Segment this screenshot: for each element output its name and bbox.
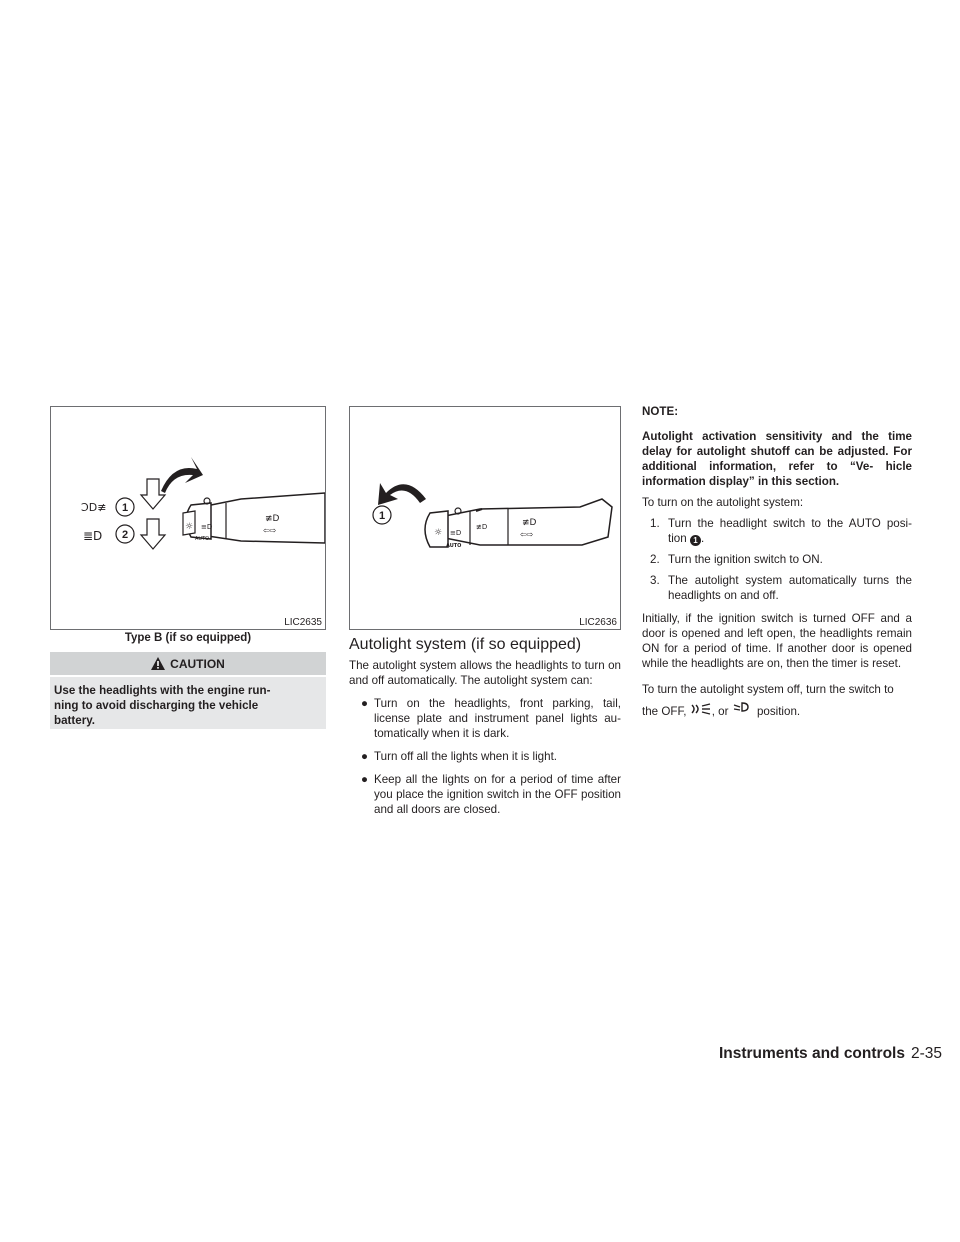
svg-text:≡D: ≡D (450, 529, 462, 537)
intro-paragraph: The autolight system allows the headlights to turn on and off automatically. The autolight system can: (349, 659, 621, 687)
note-column (642, 404, 912, 723)
figure-type-b-switch (50, 406, 326, 630)
headlight-switch-illustration (51, 407, 325, 629)
svg-text:☼: ☼ (434, 528, 443, 538)
page-number: 2-35 (910, 1045, 942, 1062)
footer-section: Instruments and controls (718, 1045, 905, 1062)
list-item: ● Turn off all the lights when it is light. (361, 750, 558, 763)
page-footer (700, 1045, 942, 1063)
note-label: NOTE: (642, 405, 679, 418)
callout-1: 1 (121, 502, 129, 514)
list-item: 2. Turn the ignition switch to ON. (650, 553, 823, 566)
caution-line: Use the headlights with the engine run- (54, 684, 271, 697)
figure-caption: Type B (if so equipped) (124, 632, 252, 644)
caution-line: ning to avoid discharging the vehicle (54, 699, 259, 712)
svg-text:ƆD≢: ƆD≢ (81, 501, 107, 514)
svg-text:≣D: ≣D (83, 529, 103, 543)
svg-text:≡D: ≡D (201, 523, 213, 531)
svg-text:⇦⇨: ⇦⇨ (263, 526, 277, 535)
caution-body (50, 677, 326, 729)
caution-header (50, 652, 326, 675)
svg-text:⇦⇨: ⇦⇨ (520, 530, 534, 539)
caution-line: battery. (54, 714, 96, 727)
svg-text:≢D: ≢D (522, 518, 537, 528)
autolight-description (349, 658, 621, 817)
callout-1: 1 (378, 510, 386, 522)
list-item: 1. Turn the headlight switch to the AUTO posi- tion 1 . (650, 517, 912, 545)
timer-paragraph: Initially, if the ignition switch is turned OFF and a door is opened and left open, the headlights remain ON for a period of time. If another door is opened while the headlights are on, then the timer is reset. (642, 612, 912, 670)
figure-code: LIC2635 (284, 617, 322, 628)
svg-text:≢D: ≢D (265, 514, 280, 524)
list-item: ● Keep all the lights on for a period of time after you place the ignition switch in the OFF position and all doors are closed. (361, 773, 621, 816)
parking-light-icon (690, 703, 712, 715)
svg-text:≢D: ≢D (476, 523, 488, 531)
figure-autolight-switch (349, 406, 621, 630)
warning-triangle-icon (151, 657, 165, 670)
svg-text:AUTO: AUTO (195, 536, 210, 542)
caution-title: CAUTION (170, 656, 225, 671)
callout-1-inline: 1 (690, 535, 701, 546)
steps-intro: To turn on the autolight system: (642, 496, 804, 509)
list-item: 3. The autolight system automatically turns the headlights on and off. (650, 574, 912, 602)
section-heading: Autolight system (if so equipped) (349, 636, 582, 653)
callout-2: 2 (121, 529, 129, 541)
list-item: ● Turn on the headlights, front parking, tail, license plate and instrument panel lights au- tomatically when it is dark. (361, 697, 621, 740)
autolight-switch-illustration (350, 407, 620, 629)
note-text: Autolight activation sensitivity and the time delay for autolight shutoff can be adjusted. For additional information, refer to “Ve- hicle information display” in this section. (642, 430, 912, 488)
figure-code: LIC2636 (579, 617, 617, 628)
turn-off-paragraph: To turn the autolight system off, turn the switch to the OFF, , or position. (642, 683, 894, 718)
svg-text:☼: ☼ (185, 522, 194, 532)
headlight-icon (732, 701, 754, 713)
svg-text:AUTO: AUTO (446, 543, 462, 549)
